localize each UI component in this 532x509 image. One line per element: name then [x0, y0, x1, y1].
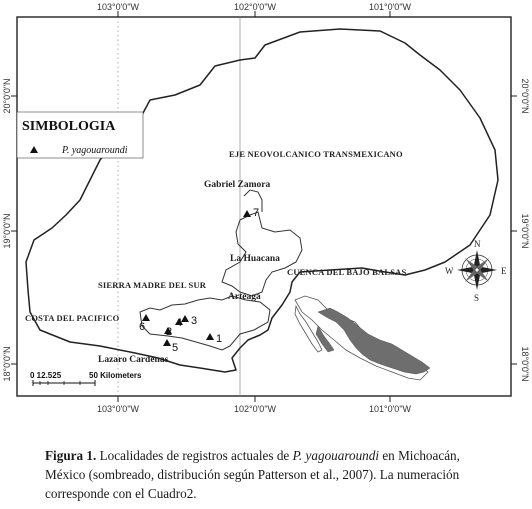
right-tick-label: 20°0'0"N [520, 78, 530, 114]
subregion-outline [140, 296, 270, 350]
right-tick-label: 19°0'0"N [520, 213, 530, 249]
caption-text-a: Localidades de registros actuales de [96, 448, 293, 463]
record-number: 6 [139, 321, 146, 333]
figure-caption [45, 446, 485, 503]
left-tick-label: 19°0'0"N [2, 213, 12, 249]
record-marker-1 [206, 333, 214, 340]
compass-w-label: W [445, 266, 454, 276]
right-tick-label: 18°0'0"N [520, 346, 530, 382]
compass-n-label: N [474, 239, 481, 249]
map-frame [17, 17, 511, 396]
record-marker-5 [163, 339, 171, 346]
record-number: 3 [191, 315, 198, 327]
region-label-costa: COSTA DEL PACIFICO [25, 313, 120, 323]
bottom-tick-label: 103°0'0"W [96, 404, 140, 414]
top-tick-label: 103°0'0"W [96, 2, 140, 12]
legend-item-label: P. yagouaroundi [62, 145, 128, 156]
legend-title: SIMBOLOGIA [22, 119, 116, 134]
bottom-tick-label: 101°0'0"W [368, 404, 412, 414]
record-marker-7 [243, 210, 251, 217]
scale-bar [30, 371, 142, 386]
top-tick-label: 102°0'0"W [233, 2, 277, 12]
compass-e-label: E [501, 266, 507, 276]
record-number: 1 [216, 333, 223, 345]
place-label-gabriel-zamora: Gabriel Zamora [204, 180, 271, 190]
record-number: 5 [172, 342, 179, 354]
region-label-sierra: SIERRA MADRE DEL SUR [98, 280, 207, 290]
compass-s-label: S [474, 293, 480, 303]
caption-text-b: en Michoacán, México (sombreado, distribución según Patterson et al., 2007). La numeración corresponde con el Cuadro2. [45, 448, 460, 501]
record-number: 7 [253, 207, 260, 219]
left-tick-label: 20°0'0"N [2, 78, 12, 114]
tick-marks [11, 11, 517, 402]
bottom-tick-label: 102°0'0"W [233, 404, 277, 414]
region-label-cuenca: CUENCA DEL BAJO BALSAS [287, 267, 407, 277]
caption-species: P. yagouaroundi [292, 448, 380, 463]
distribution-area [316, 326, 334, 352]
compass-rose-icon [457, 250, 497, 290]
record-marker-3 [181, 315, 189, 322]
scale-bar-ticks-label: 0 12.525 [30, 371, 62, 380]
top-tick-label: 101°0'0"W [368, 2, 412, 12]
caption-label: Figura 1. [45, 448, 97, 463]
place-label-la-huacana: La Huacana [230, 254, 280, 264]
record-number: 2 [166, 326, 173, 338]
record-number: 4 [176, 317, 183, 329]
region-label-eje: EJE NEOVOLCANICO TRANSMEXICANO [229, 149, 403, 159]
place-label-lazaro-cardenas: Lazaro Cardenas [98, 355, 169, 365]
record-marker-6 [142, 314, 150, 321]
scale-bar-end-label: 50 Kilometers [89, 371, 142, 380]
left-tick-label: 18°0'0"N [2, 346, 12, 382]
place-label-arteaga: Arteaga [228, 292, 261, 302]
